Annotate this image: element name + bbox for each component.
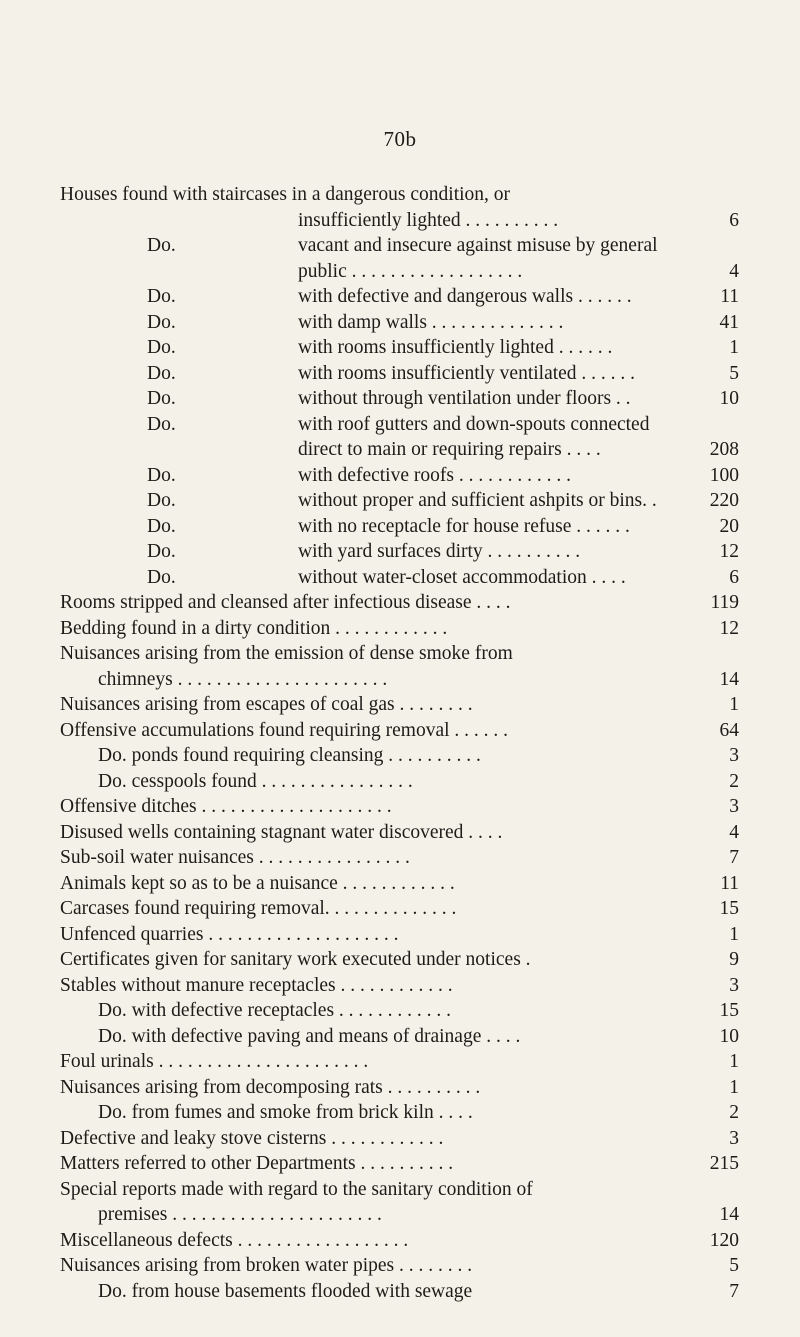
- entry-prefix: Do.: [147, 541, 176, 562]
- entry-description: Nuisances arising from the emission of dense smoke from: [60, 643, 513, 664]
- entry-row: [0, 947, 800, 973]
- entry-count: 220: [709, 490, 739, 511]
- entry-description: Nuisances arising from escapes of coal gas . . . . . . . .: [60, 694, 473, 715]
- entry-row: [0, 488, 800, 514]
- entry-count: 3: [729, 1127, 739, 1149]
- entry-count: 6: [729, 566, 739, 588]
- entry-row: [0, 284, 800, 310]
- entry-description: Defective and leaky stove cisterns . . . . . . . . . . . .: [60, 1127, 444, 1149]
- entry-count: 15: [719, 898, 739, 919]
- entry-count: 119: [710, 592, 739, 613]
- entry-row: [0, 182, 800, 208]
- entry-count: 7: [729, 847, 739, 868]
- entry-description: Stables without manure receptacles . . . . . . . . . . . .: [60, 974, 453, 996]
- entry-count: 215: [709, 1153, 739, 1174]
- entry-description: Matters referred to other Departments . . . . . . . . . .: [60, 1153, 454, 1174]
- entry-count: 3: [729, 974, 739, 996]
- entry-row: [0, 412, 800, 438]
- entry-prefix: Do.: [147, 388, 176, 409]
- entry-count: 4: [729, 821, 739, 843]
- entry-description: Unfenced quarries . . . . . . . . . . . . . . . . . . . .: [60, 923, 399, 945]
- entry-description: without through ventilation under floors . .: [298, 388, 631, 409]
- entry-count: 12: [719, 541, 739, 562]
- entry-description: public . . . . . . . . . . . . . . . . . .: [298, 260, 523, 282]
- entry-count: 3: [729, 745, 739, 766]
- entry-description: Disused wells containing stagnant water discovered . . . .: [60, 821, 503, 843]
- entry-description: Do. ponds found requiring cleansing . . . . . . . . . .: [98, 745, 481, 766]
- entry-count: 15: [719, 1000, 739, 1021]
- entry-count: 11: [720, 872, 739, 894]
- entry-description: Houses found with staircases in a dangerous condition, or: [60, 184, 511, 205]
- entry-description: with roof gutters and down-spouts connected: [298, 413, 650, 435]
- entry-row: [0, 1279, 800, 1305]
- entry-description: Do. cesspools found . . . . . . . . . . . . . . . .: [98, 770, 413, 792]
- entry-description: without water-closet accommodation . . . .: [298, 566, 626, 588]
- entry-row: [0, 845, 800, 871]
- entry-prefix: Do.: [147, 464, 176, 486]
- entry-prefix: Do.: [147, 311, 176, 333]
- entry-description: Do. with defective receptacles . . . . . . . . . . . .: [98, 1000, 452, 1021]
- entry-count: 14: [719, 1204, 739, 1225]
- entry-prefix: Do.: [147, 337, 176, 358]
- entry-row: [0, 463, 800, 489]
- entry-description: with no receptacle for house refuse . . . . . .: [298, 515, 630, 537]
- entry-row: [0, 1126, 800, 1152]
- entry-row: [0, 718, 800, 744]
- entry-row: [0, 1075, 800, 1101]
- entry-prefix: Do.: [147, 515, 176, 537]
- entry-row: [0, 335, 800, 361]
- entries-list: [0, 182, 800, 1304]
- entry-row: [0, 871, 800, 897]
- entry-count: 5: [729, 362, 739, 384]
- entry-description: premises . . . . . . . . . . . . . . . . . . . . . .: [98, 1204, 382, 1225]
- entry-count: 14: [719, 668, 739, 690]
- entry-count: 12: [719, 617, 739, 639]
- entry-row: [0, 1228, 800, 1254]
- entry-count: 100: [709, 464, 739, 486]
- entry-count: 9: [729, 949, 739, 970]
- entry-row: [0, 386, 800, 412]
- entry-prefix: Do.: [147, 235, 176, 256]
- entry-row: [0, 769, 800, 795]
- page-number: 70b: [383, 127, 417, 151]
- entry-count: 41: [719, 311, 739, 333]
- entry-count: 1: [729, 1076, 739, 1098]
- entry-description: with yard surfaces dirty . . . . . . . . . .: [298, 541, 581, 562]
- entry-count: 10: [719, 388, 739, 409]
- entry-row: [0, 208, 800, 234]
- entry-row: [0, 667, 800, 693]
- entry-count: 1: [729, 923, 739, 945]
- entry-description: Offensive ditches . . . . . . . . . . . . . . . . . . . .: [60, 796, 392, 817]
- entry-row: [0, 641, 800, 667]
- entry-row: [0, 1049, 800, 1075]
- entry-description: Rooms stripped and cleansed after infectious disease . . . .: [60, 592, 511, 613]
- entry-row: [0, 1100, 800, 1126]
- entry-row: [0, 259, 800, 285]
- entry-count: 2: [729, 770, 739, 792]
- entry-row: [0, 820, 800, 846]
- entry-row: [0, 896, 800, 922]
- entry-description: vacant and insecure against misuse by general: [298, 235, 658, 256]
- entry-description: Animals kept so as to be a nuisance . . . . . . . . . . . .: [60, 872, 455, 894]
- entry-description: chimneys . . . . . . . . . . . . . . . . . . . . . .: [98, 668, 388, 690]
- entry-prefix: Do.: [147, 566, 176, 588]
- entry-row: [0, 310, 800, 336]
- entry-count: 10: [719, 1025, 739, 1047]
- entry-count: 3: [729, 796, 739, 817]
- entry-row: [0, 1202, 800, 1228]
- entry-row: [0, 616, 800, 642]
- entry-count: 120: [709, 1229, 739, 1251]
- entry-count: 208: [709, 439, 739, 460]
- entry-count: 6: [729, 209, 739, 231]
- entry-description: Sub-soil water nuisances . . . . . . . . . . . . . . . .: [60, 847, 410, 868]
- entry-count: 1: [729, 694, 739, 715]
- entry-prefix: Do.: [147, 286, 176, 307]
- entry-description: Certificates given for sanitary work executed under notices .: [60, 949, 531, 970]
- entry-row: [0, 692, 800, 718]
- entry-row: [0, 514, 800, 540]
- entry-row: [0, 233, 800, 259]
- entry-row: [0, 1151, 800, 1177]
- entry-row: [0, 743, 800, 769]
- entry-description: without proper and sufficient ashpits or bins. .: [298, 490, 657, 511]
- entry-description: with damp walls . . . . . . . . . . . . . .: [298, 311, 564, 333]
- entry-row: [0, 794, 800, 820]
- entry-description: direct to main or requiring repairs . . . .: [298, 439, 601, 460]
- entry-description: Foul urinals . . . . . . . . . . . . . . . . . . . . . .: [60, 1051, 369, 1072]
- entry-row: [0, 539, 800, 565]
- entry-count: 7: [729, 1280, 739, 1302]
- entry-prefix: Do.: [147, 362, 176, 384]
- entry-count: 2: [729, 1102, 739, 1123]
- entry-count: 1: [729, 337, 739, 358]
- entry-prefix: Do.: [147, 490, 176, 511]
- entry-description: insufficiently lighted . . . . . . . . . .: [298, 209, 559, 231]
- entry-count: 64: [719, 719, 739, 741]
- entry-description: Offensive accumulations found requiring removal . . . . . .: [60, 719, 509, 741]
- entry-row: [0, 361, 800, 387]
- entry-count: 20: [719, 515, 739, 537]
- entry-description: with defective and dangerous walls . . . . . .: [298, 286, 632, 307]
- entry-row: [0, 922, 800, 948]
- entry-row: [0, 437, 800, 463]
- entry-row: [0, 1253, 800, 1279]
- entry-count: 4: [729, 260, 739, 282]
- entry-description: Bedding found in a dirty condition . . . . . . . . . . . .: [60, 617, 448, 639]
- entry-count: 11: [720, 286, 739, 307]
- entry-description: Nuisances arising from broken water pipes . . . . . . . .: [60, 1255, 473, 1276]
- entry-count: 1: [729, 1051, 739, 1072]
- entry-count: 5: [729, 1255, 739, 1276]
- entry-row: [0, 1024, 800, 1050]
- entry-row: [0, 565, 800, 591]
- entry-description: Special reports made with regard to the sanitary condition of: [60, 1178, 533, 1200]
- entry-description: with rooms insufficiently lighted . . . . . .: [298, 337, 613, 358]
- entry-row: [0, 590, 800, 616]
- entry-description: Nuisances arising from decomposing rats . . . . . . . . . .: [60, 1076, 481, 1098]
- entry-prefix: Do.: [147, 413, 176, 435]
- entry-description: with defective roofs . . . . . . . . . . . .: [298, 464, 571, 486]
- entry-description: with rooms insufficiently ventilated . . . . . .: [298, 362, 636, 384]
- entry-row: [0, 998, 800, 1024]
- entry-row: [0, 973, 800, 999]
- entry-row: [0, 1177, 800, 1203]
- entry-description: Do. with defective paving and means of drainage . . . .: [98, 1025, 521, 1047]
- entry-description: Miscellaneous defects . . . . . . . . . . . . . . . . . .: [60, 1229, 409, 1251]
- entry-description: Carcases found requiring removal. . . . . . . . . . . . . .: [60, 898, 457, 919]
- entry-description: Do. from house basements flooded with sewage: [98, 1280, 473, 1302]
- entry-description: Do. from fumes and smoke from brick kiln . . . .: [98, 1102, 473, 1123]
